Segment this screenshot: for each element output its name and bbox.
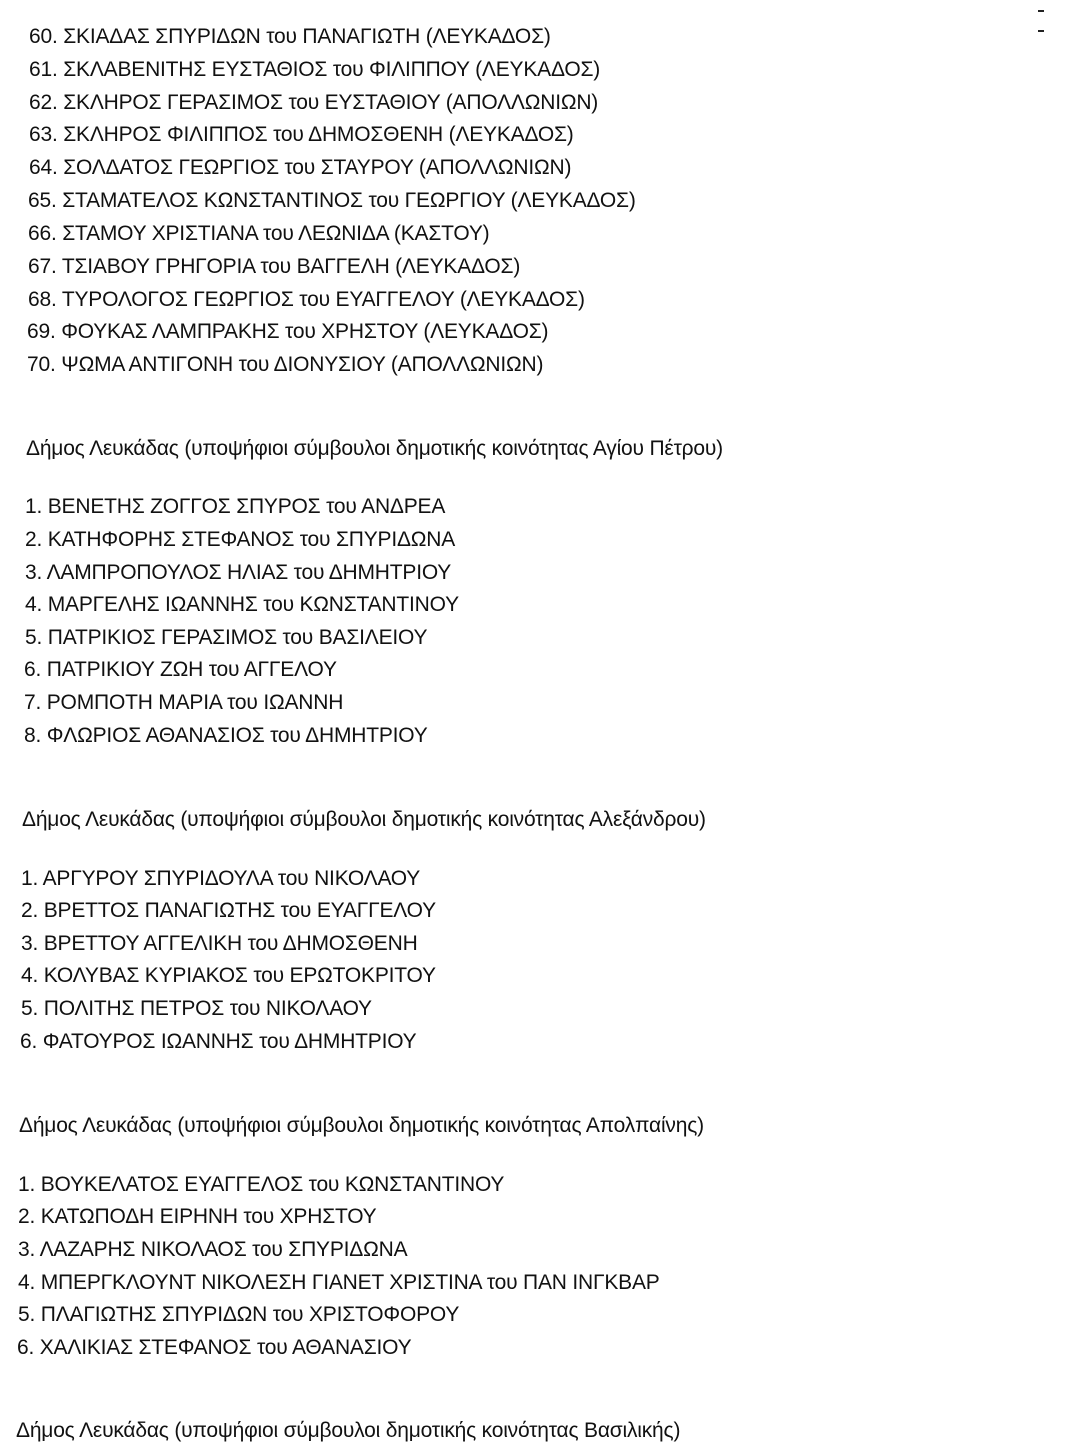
- list-item: 2. ΚΑΤΗΦΟΡΗΣ ΣΤΕΦΑΝΟΣ του ΣΠΥΡΙΔΩΝΑ: [25, 528, 456, 551]
- section-heading: Δήμος Λευκάδας (υποψήφιοι σύμβουλοι δημοτικής κοινότητας Αγίου Πέτρου): [26, 437, 723, 460]
- list-item: 60. ΣΚΙΑΔΑΣ ΣΠΥΡΙΔΩΝ του ΠΑΝΑΓΙΩΤΗ (ΛΕΥΚΑΔΟΣ): [29, 25, 551, 48]
- list-item: 2. ΚΑΤΩΠΟΔΗ ΕΙΡΗΝΗ του ΧΡΗΣΤΟΥ: [18, 1205, 377, 1228]
- list-item: 63. ΣΚΛΗΡΟΣ ΦΙΛΙΠΠΟΣ του ΔΗΜΟΣΘΕΝΗ (ΛΕΥΚΑΔΟΣ): [29, 123, 574, 146]
- section-heading: Δήμος Λευκάδας (υποψήφιοι σύμβουλοι δημοτικής κοινότητας Βασιλικής): [16, 1419, 681, 1442]
- list-item: 5. ΠΛΑΓΙΩΤΗΣ ΣΠΥΡΙΔΩΝ του ΧΡΙΣΤΟΦΟΡΟΥ: [18, 1303, 460, 1326]
- list-item: 2. ΒΡΕΤΤΟΣ ΠΑΝΑΓΙΩΤΗΣ του ΕΥΑΓΓΕΛΟΥ: [21, 899, 436, 922]
- list-item: 1. ΒΟΥΚΕΛΑΤΟΣ ΕΥΑΓΓΕΛΟΣ του ΚΩΝΣΤΑΝΤΙΝΟΥ: [18, 1173, 505, 1196]
- scan-mark: [1038, 10, 1044, 12]
- list-item: 5. ΠΑΤΡΙΚΙΟΣ ΓΕΡΑΣΙΜΟΣ του ΒΑΣΙΛΕΙΟΥ: [25, 626, 428, 649]
- list-item: 69. ΦΟΥΚΑΣ ΛΑΜΠΡΑΚΗΣ του ΧΡΗΣΤΟΥ (ΛΕΥΚΑΔΟΣ): [27, 320, 549, 343]
- list-item: 61. ΣΚΛΑΒΕΝΙΤΗΣ ΕΥΣΤΑΘΙΟΣ του ΦΙΛΙΠΠΟΥ (ΛΕΥΚΑΔΟΣ): [29, 58, 601, 81]
- list-item: 1. ΒΕΝΕΤΗΣ ΖΟΓΓΟΣ ΣΠΥΡΟΣ του ΑΝΔΡΕΑ: [25, 495, 446, 518]
- section-heading: Δήμος Λευκάδας (υποψήφιοι σύμβουλοι δημοτικής κοινότητας Απολπαίνης): [19, 1114, 704, 1137]
- list-item: 62. ΣΚΛΗΡΟΣ ΓΕΡΑΣΙΜΟΣ του ΕΥΣΤΑΘΙΟΥ (ΑΠΟΛΛΩΝΙΩΝ): [29, 91, 599, 114]
- list-item: 65. ΣΤΑΜΑΤΕΛΟΣ ΚΩΝΣΤΑΝΤΙΝΟΣ του ΓΕΩΡΓΙΟΥ (ΛΕΥΚΑΔΟΣ): [28, 189, 636, 212]
- list-item: 6. ΧΑΛΙΚΙΑΣ ΣΤΕΦΑΝΟΣ του ΑΘΑΝΑΣΙΟΥ: [17, 1336, 412, 1359]
- list-item: 66. ΣΤΑΜΟΥ ΧΡΙΣΤΙΑΝΑ του ΛΕΩΝΙΔΑ (ΚΑΣΤΟΥ): [28, 222, 490, 245]
- list-item: 4. ΜΑΡΓΕΛΗΣ ΙΩΑΝΝΗΣ του ΚΩΝΣΤΑΝΤΙΝΟΥ: [25, 593, 459, 616]
- section-heading: Δήμος Λευκάδας (υποψήφιοι σύμβουλοι δημοτικής κοινότητας Αλεξάνδρου): [22, 808, 706, 831]
- list-item: 4. ΜΠΕΡΓΚΛΟΥΝΤ ΝΙΚΟΛΕΣΗ ΓΙΑΝΕΤ ΧΡΙΣΤΙΝΑ του ΠΑΝ ΙΝΓΚΒΑΡ: [18, 1271, 660, 1294]
- list-item: 67. ΤΣΙΑΒΟΥ ΓΡΗΓΟΡΙΑ του ΒΑΓΓΕΛΗ (ΛΕΥΚΑΔΟΣ): [28, 255, 521, 278]
- list-item: 6. ΦΑΤΟΥΡΟΣ ΙΩΑΝΝΗΣ του ΔΗΜΗΤΡΙΟΥ: [20, 1030, 417, 1053]
- list-item: 64. ΣΟΛΔΑΤΟΣ ΓΕΩΡΓΙΟΣ του ΣΤΑΥΡΟΥ (ΑΠΟΛΛΩΝΙΩΝ): [29, 156, 572, 179]
- list-item: 3. ΛΑΜΠΡΟΠΟΥΛΟΣ ΗΛΙΑΣ του ΔΗΜΗΤΡΙΟΥ: [25, 561, 452, 584]
- list-item: 3. ΒΡΕΤΤΟΥ ΑΓΓΕΛΙΚΗ του ΔΗΜΟΣΘΕΝΗ: [21, 932, 418, 955]
- list-item: 1. ΑΡΓΥΡΟΥ ΣΠΥΡΙΔΟΥΛΑ του ΝΙΚΟΛΑΟΥ: [21, 867, 421, 890]
- list-item: 8. ΦΛΩΡΙΟΣ ΑΘΑΝΑΣΙΟΣ του ΔΗΜΗΤΡΙΟΥ: [24, 724, 428, 747]
- list-item: 7. ΡΟΜΠΟΤΗ ΜΑΡΙΑ του ΙΩΑΝΝΗ: [24, 691, 344, 714]
- list-item: 70. ΨΩΜΑ ΑΝΤΙΓΟΝΗ του ΔΙΟΝΥΣΙΟΥ (ΑΠΟΛΛΩΝΙΩΝ): [27, 353, 544, 376]
- list-item: 4. ΚΟΛΥΒΑΣ ΚΥΡΙΑΚΟΣ του ΕΡΩΤΟΚΡΙΤΟΥ: [21, 964, 436, 987]
- list-item: 68. ΤΥΡΟΛΟΓΟΣ ΓΕΩΡΓΙΟΣ του ΕΥΑΓΓΕΛΟΥ (ΛΕΥΚΑΔΟΣ): [28, 288, 585, 311]
- list-item: 5. ΠΟΛΙΤΗΣ ΠΕΤΡΟΣ του ΝΙΚΟΛΑΟΥ: [21, 997, 372, 1020]
- list-item: 3. ΛΑΖΑΡΗΣ ΝΙΚΟΛΑΟΣ του ΣΠΥΡΙΔΩΝΑ: [18, 1238, 408, 1261]
- scan-mark: [1038, 30, 1044, 32]
- list-item: 6. ΠΑΤΡΙΚΙΟΥ ΖΩΗ του ΑΓΓΕΛΟΥ: [24, 658, 337, 681]
